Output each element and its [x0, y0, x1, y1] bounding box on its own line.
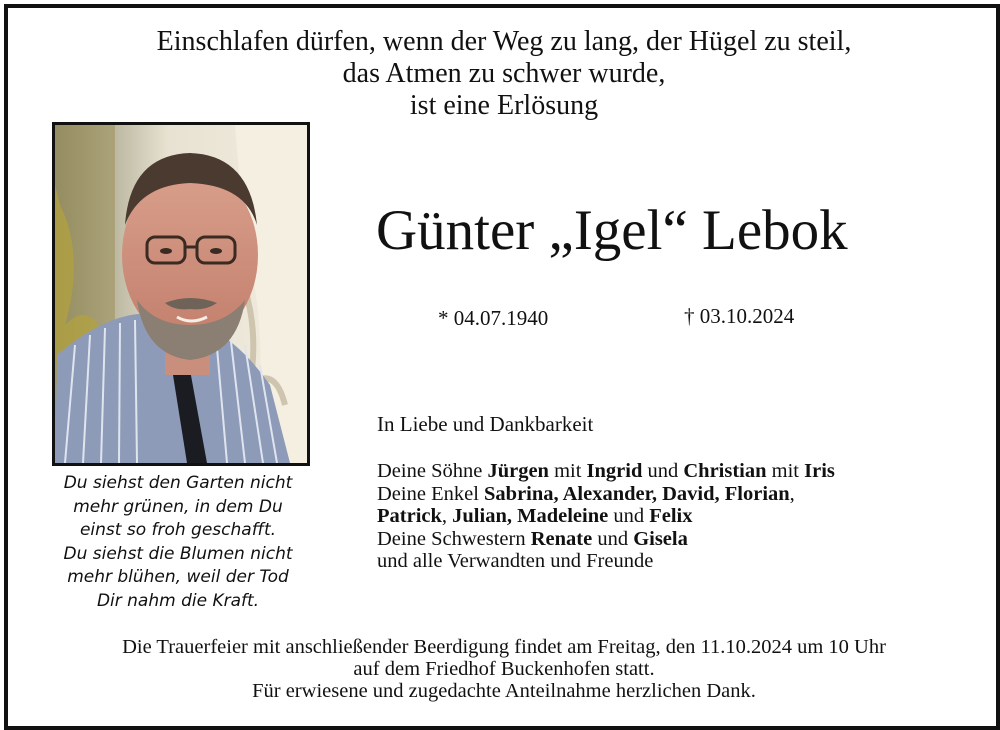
- text: und: [642, 460, 684, 482]
- text: mit: [548, 460, 587, 482]
- birth-date: * 04.07.1940: [438, 306, 549, 330]
- footer-line: Die Trauerfeier mit anschließender Beerdigung findet am Freitag, den 11.10.2024 um 10 Uhr: [122, 636, 886, 658]
- mourners-list: [377, 460, 835, 573]
- mourners-sons: [377, 460, 835, 483]
- name-bold: Julian, Madeleine: [452, 505, 609, 527]
- name-bold: Jürgen: [487, 460, 549, 482]
- name-bold: Felix: [649, 505, 693, 527]
- name-bold: Sabrina, Alexander, David, Florian: [484, 482, 790, 505]
- quote-line: ist eine Erlösung: [409, 90, 599, 121]
- text: ,: [441, 505, 453, 527]
- poem-line: mehr blühen, weil der Tod: [67, 567, 289, 587]
- text: Deine Enkel: [377, 482, 485, 505]
- name-bold: Ingrid: [586, 460, 643, 482]
- mourners-relatives: und alle Verwandten und Freunde: [377, 550, 654, 572]
- death-date: † 03.10.2024: [684, 304, 795, 328]
- memorial-poem: [38, 472, 318, 613]
- opening-quote: [8, 26, 1000, 122]
- deceased-name: Günter „Igel“ Lebok: [376, 199, 848, 262]
- poem-line: Du siehst die Blumen nicht: [63, 543, 293, 564]
- mourners-grandchildren: [377, 483, 835, 506]
- footer-line: auf dem Friedhof Buckenhofen statt.: [353, 658, 655, 680]
- text: Deine Schwestern: [377, 527, 531, 550]
- name-bold: Patrick: [377, 505, 442, 527]
- obituary-frame: [4, 4, 1000, 730]
- dedication-line: In Liebe und Dankbarkeit: [377, 412, 594, 436]
- poem-line: Dir nahm die Kraft.: [96, 590, 260, 611]
- text: ,: [789, 482, 795, 505]
- poem-line: einst so froh geschafft.: [79, 520, 277, 540]
- name-bold: Christian: [683, 460, 767, 482]
- footer-line: Für erwiesene und zugedachte Anteilnahme herzlichen Dank.: [252, 680, 756, 702]
- quote-line: das Atmen zu schwer wurde,: [342, 58, 666, 89]
- text: und: [608, 505, 650, 527]
- funeral-notice: [8, 636, 1000, 702]
- text: mit: [766, 460, 805, 482]
- text: Deine Söhne: [377, 460, 488, 482]
- poem-line: mehr grünen, in dem Du: [73, 496, 283, 517]
- poem-line: Du siehst den Garten nicht: [63, 473, 293, 493]
- name-bold: Gisela: [633, 527, 688, 550]
- portrait-illustration: [55, 125, 307, 463]
- mourners-grandchildren-cont: [377, 505, 835, 528]
- text: und: [592, 527, 634, 550]
- mourners-sisters: [377, 528, 835, 551]
- quote-line: Einschlafen dürfen, wenn der Weg zu lang, der Hügel zu steil,: [156, 26, 852, 57]
- portrait-photo: [52, 122, 310, 466]
- name-bold: Iris: [804, 460, 835, 482]
- name-bold: Renate: [530, 527, 593, 550]
